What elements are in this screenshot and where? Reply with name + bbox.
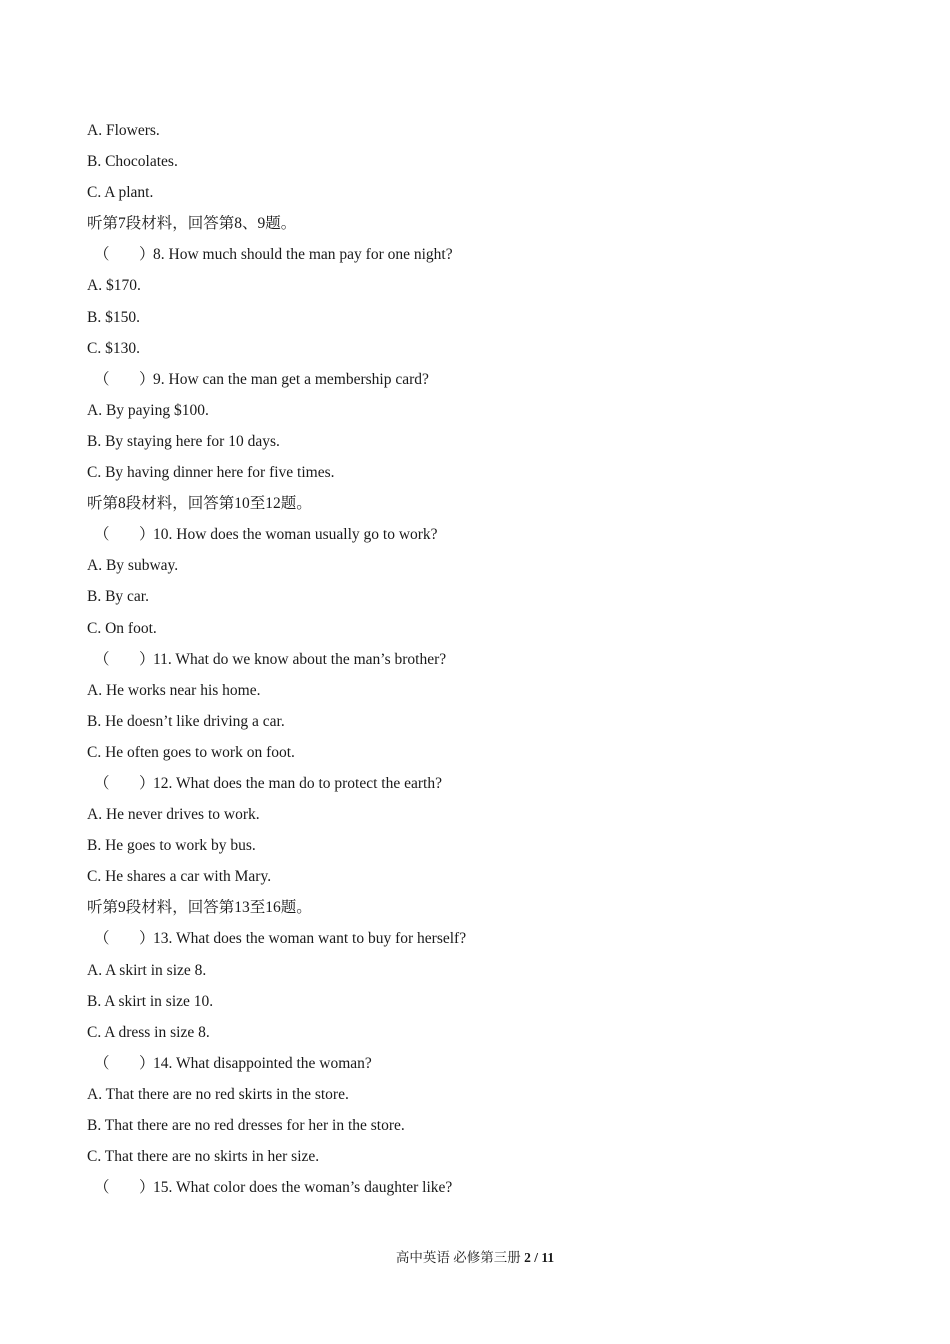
question-line bbox=[87, 648, 867, 679]
option-line: B. A skirt in size 10. bbox=[87, 992, 214, 1010]
option-line: B. He doesn’t like driving a car. bbox=[87, 712, 285, 730]
answer-blank-open: （ bbox=[94, 650, 110, 668]
answer-blank bbox=[87, 927, 153, 951]
option-line: C. By having dinner here for five times. bbox=[87, 464, 335, 482]
answer-blank bbox=[87, 1052, 153, 1076]
answer-blank-open: （ bbox=[94, 370, 110, 388]
question-text: 14. What disappointed the woman? bbox=[153, 1054, 372, 1072]
option-line: B. That there are no red dresses for her in the store. bbox=[87, 1117, 405, 1134]
question-line bbox=[87, 1176, 867, 1207]
option-line: A. He works near his home. bbox=[87, 681, 261, 699]
option-line: C. He often goes to work on foot. bbox=[87, 743, 295, 761]
option-line: A. By paying $100. bbox=[87, 401, 209, 419]
question-text: 15. What color does the woman’s daughter like? bbox=[153, 1179, 453, 1197]
answer-blank-close: ） bbox=[139, 774, 155, 792]
option-line: A. Flowers. bbox=[87, 122, 160, 139]
answer-blank bbox=[87, 523, 153, 547]
footer-title: 高中英语 必修第三册 bbox=[395, 1250, 521, 1265]
answer-blank-close: ） bbox=[139, 1179, 155, 1197]
option-line: C. $130. bbox=[87, 339, 140, 357]
answer-blank bbox=[87, 648, 153, 672]
answer-blank-close: ） bbox=[139, 526, 155, 544]
option-line: B. He goes to work by bus. bbox=[87, 837, 256, 855]
option-line: C. He shares a car with Mary. bbox=[87, 868, 272, 886]
question-line bbox=[87, 368, 867, 399]
question-text: 12. What does the man do to protect the earth? bbox=[153, 774, 442, 792]
answer-blank-open: （ bbox=[94, 930, 110, 948]
question-line bbox=[87, 772, 867, 803]
option-line: B. By staying here for 10 days. bbox=[87, 432, 280, 450]
answer-blank-open: （ bbox=[94, 1179, 110, 1197]
answer-blank bbox=[87, 243, 153, 267]
answer-blank-close: ） bbox=[139, 930, 155, 948]
question-text: 10. How does the woman usually go to work? bbox=[153, 526, 438, 544]
option-line: A. A skirt in size 8. bbox=[87, 961, 207, 979]
answer-blank-open: （ bbox=[94, 1054, 110, 1072]
answer-blank-open: （ bbox=[94, 774, 110, 792]
answer-blank bbox=[87, 368, 153, 392]
option-line: B. $150. bbox=[87, 308, 140, 326]
document-body bbox=[87, 119, 867, 1207]
option-line: A. He never drives to work. bbox=[87, 806, 260, 824]
option-line: A. By subway. bbox=[87, 557, 179, 575]
option-line: B. Chocolates. bbox=[87, 153, 178, 171]
answer-blank bbox=[87, 1176, 153, 1200]
question-line bbox=[87, 927, 867, 958]
answer-blank bbox=[87, 772, 153, 796]
answer-blank-close: ） bbox=[139, 1054, 155, 1072]
page-footer bbox=[0, 1246, 950, 1266]
answer-blank-open: （ bbox=[94, 526, 110, 544]
section-instruction: 听第8段材料，回答第10至12题。 bbox=[87, 495, 312, 513]
question-line bbox=[87, 523, 867, 554]
question-line bbox=[87, 1052, 867, 1083]
question-line bbox=[87, 243, 867, 274]
answer-blank-open: （ bbox=[94, 246, 110, 264]
option-line: C. A plant. bbox=[87, 184, 154, 202]
option-line: A. $170. bbox=[87, 277, 141, 295]
option-line: C. A dress in size 8. bbox=[87, 1023, 210, 1041]
question-text: 8. How much should the man pay for one night? bbox=[153, 246, 453, 264]
question-text: 13. What does the woman want to buy for herself? bbox=[153, 930, 467, 948]
page-number: 2 / 11 bbox=[524, 1250, 555, 1265]
option-line: B. By car. bbox=[87, 588, 149, 606]
answer-blank-close: ） bbox=[139, 246, 155, 264]
section-instruction: 听第9段材料，回答第13至16题。 bbox=[87, 899, 312, 917]
option-line: C. That there are no skirts in her size. bbox=[87, 1148, 320, 1166]
question-text: 9. How can the man get a membership card? bbox=[153, 370, 429, 388]
answer-blank-close: ） bbox=[139, 650, 155, 668]
option-line: C. On foot. bbox=[87, 619, 157, 637]
answer-blank-close: ） bbox=[139, 370, 155, 388]
option-line: A. That there are no red skirts in the store. bbox=[87, 1085, 349, 1103]
section-instruction: 听第7段材料，回答第8、9题。 bbox=[87, 215, 297, 233]
question-text: 11. What do we know about the man’s brother? bbox=[153, 650, 447, 668]
